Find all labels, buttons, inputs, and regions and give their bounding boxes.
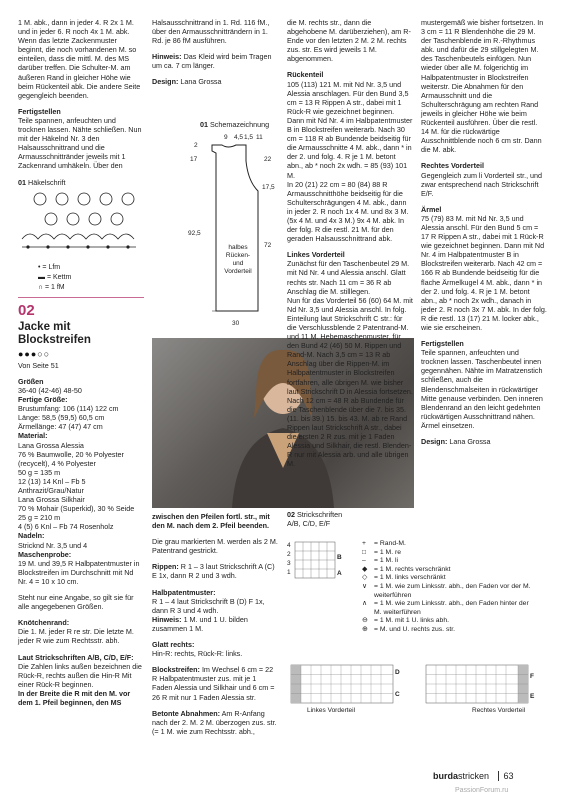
rueckenteil: 105 (113) 121 M. mit Nd Nr. 3,5 und Alessia anschlagen. Für den Bund 3,5 cm = 13 R Rippen A str., dabei mit 1 Rück-R wie gezeichnet beginnen. Dann mit Nd Nr. 4 im Halbpatentmuster B in Blockstreifen weiterarb. Nach 30 cm = 118 R ab Bundende beidseitig für die Armausschnitte 4 M. abk., dann * in der 2. und folg. 4. R je 1 M. betont abn., ab * noch 2x wdh. = 85 (93) 101 M. In 20 (21) 22 cm = 80 (84) 88 R Armausschnitthöhe beidseitig für die Schulterschrägungen 4 M. abk., dann in jeder 2. R noch 1x 4 M. und 8x 3 M. (5x 4 M. und 4x 3 M.) 9x 4 M. abk. In der folg. R die restl. 21 M. für den geraden Halsausschnittrand abk. <box>287 79 413 244</box>
sym-row: ⊕ = M. und U. rechts zus. str. <box>362 625 456 633</box>
hinweis2-heading: Hinweis: <box>152 614 182 624</box>
divider <box>18 297 144 298</box>
legend-fm: ∩ = 1 fM <box>38 283 65 291</box>
material-heading: Material: <box>18 431 48 441</box>
rueckenteil-heading: Rückenteil <box>287 70 324 80</box>
hinweis: Das Kleid wird beim Tragen um ca. 7 cm länger. <box>152 52 272 71</box>
column-3 <box>287 18 413 476</box>
watermark: PassionForum.ru <box>455 787 509 794</box>
laut-text: Die Zahlen links außen bezeichnen die Rück-R, rechts außen die Hin-R Mit einer Rück-R beginnen. <box>18 661 142 689</box>
label-f: F <box>530 673 534 680</box>
linkes-vorderteil: Zunächst für den Taschenbeutel 29 M. mit Nd Nr. 4 und Alessia anschl. Glatt rechts str. Nach 11 cm = 36 R ab Anschlag die M. stilllegen. Nun für das Vorderteil 56 (60) 64 M. mit Nd Nr. 3,5 und Alessia anschl. In folg. Einteilung laut Strickschrift C str.: für die Verschlussblende 2 Patentrand-M. und 11 M. Hebemaschenmuster, für den Bund 42 (46) 50 M. Rippen und Rand-M. Nach 3,5 cm = 13 R ab Anschlag über die Rippen-M. im Halbpatentmuster in Blockstreifen fortfahren, alle übrigen M. wie bisher laut Strickschrift D in Alessia fortsetzen. Nach 12 cm = 48 R ab Bundende für die Taschenblende über die 7. bis 35. (11. bis 39.) 15. bis 43. M. ab re Rand Rippen laut Strickschrift A str., dabei die ersten 2 R zus. mit je 1 Faden Alessia und Silkhair, die restl. Blenden-R nur mit Alessia arb. und alle übrigen M. <box>287 259 413 469</box>
design2-heading: Design: <box>421 437 448 447</box>
col2-top: Halsausschnittrand in 1. Rd. 116 fM., über den Armausschnitträndern in 1. Rd. je 86 fM ausführen. <box>152 18 270 46</box>
nadeln-heading: Nadeln: <box>18 531 45 541</box>
rippen-heading: Rippen: <box>152 562 179 572</box>
groessen-heading: Größen <box>18 376 44 386</box>
maschenprobe-heading: Maschenprobe: <box>18 549 72 559</box>
laut-heading: Laut Strickschriften A/B, C/D, E/F: <box>18 652 134 662</box>
halbpatent: R 1 – 4 laut Strickschrift B (D) F 1x, dann R 3 und 4 wdh. <box>152 596 265 615</box>
ab-row-1: 1 <box>287 569 291 576</box>
label-linkes-vorderteil: Linkes Vorderteil <box>307 707 356 714</box>
strickschriften-header <box>287 510 342 528</box>
maschenprobe: 19 M. und 39,5 R Halbpatentmuster in Blockstreifen im Durchschnitt mit Nd Nr. 4 = 10 x 10 cm. <box>18 558 140 586</box>
page-footer <box>433 771 514 781</box>
legend-kettm: ▬ = Kettm <box>38 273 72 281</box>
sym-row: ◆ = 1 M. rechts verschränkt <box>362 565 451 573</box>
sym-row: – = 1 M. li <box>362 557 398 565</box>
betont-heading: Betonte Abnahmen: <box>152 708 221 718</box>
schema-title: Schemazeichnung <box>210 120 270 129</box>
col3-top: die M. rechts str., dann die abgehobene M. darüberziehen), am R-Ende vor den letzten 2 M. 2 M. rechts zus. str. Es wird jeweils 1 M. abgenommen. <box>287 18 411 64</box>
chart-ef <box>420 663 540 714</box>
crochet-chart <box>18 189 144 259</box>
schema-label-2: 2 <box>194 142 198 149</box>
betont: Am R-Anfang nach der 2. M. 2 M. überzogen zus. str. (= 1 M. wie zum Rechtsstr. abh., <box>152 708 277 736</box>
page-number: 63 <box>498 771 514 781</box>
schema-label-22: 22 <box>264 156 272 163</box>
chart-01-num: 01 <box>18 177 26 187</box>
glatt: Hin-R: rechts, Rück-R: links. <box>152 649 243 659</box>
chart-01-title: Häkelschrift <box>28 177 66 187</box>
column-2 <box>152 18 278 94</box>
sym-row: ∨ = 1 M. wie zum Linksstr. abh., den Faden vor der M. weiterführen <box>362 582 531 599</box>
schema-label-45: 4,5 <box>234 134 244 141</box>
label-c: C <box>395 691 400 698</box>
sym-row: ◇ = 1 M. links verschränkt <box>362 574 446 582</box>
fertigstellen-heading: Fertigstellen <box>18 106 61 116</box>
chart-ab <box>287 540 347 585</box>
fertigstellen2-heading: Fertigstellen <box>421 339 464 349</box>
ab-row-4: 4 <box>287 542 291 549</box>
sym-row: + = Rand-M. <box>362 540 406 547</box>
label-e: E <box>530 693 535 700</box>
schema-label-11: 11 <box>256 134 263 141</box>
hinweis2: 1 M. und 1 U. bilden zusammen 1 M. <box>152 614 248 633</box>
b1: zwischen den Pfeilen fortl. str., mit den M. nach dem 2. Pfeil beenden. <box>152 512 270 531</box>
knoetchenrand-heading: Knötchenrand: <box>18 618 70 628</box>
chart-cd <box>287 663 407 714</box>
label-d: D <box>395 669 400 676</box>
ab-row-2: 2 <box>287 551 291 558</box>
schema-drawing <box>188 120 280 327</box>
sc-num: 02 <box>287 510 295 519</box>
ab-row-3: 3 <box>287 560 291 567</box>
label-a: A <box>337 570 342 577</box>
label-rechtes-vorderteil: Rechtes Vorderteil <box>472 707 526 714</box>
sym-row: ∧ = 1 M. wie zum Linksstr. abh., den Faden hinter der M. weiterführen <box>362 600 529 616</box>
label-b: B <box>337 554 342 561</box>
fertigstellen2: Teile spannen, anfeuchten und trocknen lassen. Taschenbeutel innen gegennähen. Nähte im Matratzenstich schließen, auch die Blendenschmalseiten in rückwärtiger Mitte genause verbinden. Den inneren Blendenrand an den leicht gedehnten rückwärtigen Ausschnittrand nähen. Ärmel einsetzen. <box>421 348 543 430</box>
aermel: 75 (79) 83 M. mit Nd Nr. 3,5 und Alessia anschl. Für den Bund 5 cm = 17 R Rippen A str., dabei mit 1 Rück-R wie gezeichnet beginnen. Dann mit Nd Nr. 4 im Halbpatentmuster B in Blockstreifen weiterarb. Nach 42 cm = 166 R ab Bundende beidseitig für die flache Ärmelkugel 4 M. abk., dann * in der 2. und folg. 4. R je 1 M. betont abn., ab * noch 2x wdh., danach in jeder 2. R noch 3x 7 M. abk. In der folg. R die restl. 13 (17) 21 M. locker abk., wie sie erscheinen. <box>421 213 547 332</box>
sc-sub: A/B, C/D, E/F <box>287 519 331 528</box>
brand-name: burda <box>433 771 459 781</box>
sym-row: ⊖ = 1 M. mit 1 U. links abh. <box>362 617 449 625</box>
schema-num: 01 <box>200 120 208 129</box>
block: Im Wechsel 6 cm = 22 R Halbpatentmuster zus. mit je 1 Faden Alessia und Silkhair und 6 cm = 26 R mit nur 1 Faden Alessia str. <box>152 665 275 702</box>
brand-suffix: stricken <box>458 771 490 781</box>
design: Lana Grossa <box>180 77 222 87</box>
pattern-number: 02 <box>18 301 35 319</box>
material: Lana Grossa Alessia 76 % Baumwolle, 20 % Polyester (recycelt), 4 % Polyester 50 g = 135 m 12 (13) 14 Knl – Fb 5 Anthrazit/Grau/Natur Lana Grossa Silkhair 70 % Mohair (Superkid), 30 % Seide 25 g = 210 m 4 (5) 6 Knl – Fb 74 Rosenholz <box>18 440 135 532</box>
knoetchenrand: Die 1. M. jeder R re str. Die letzte M. jeder R wie zum Rechtsstr. abh. <box>18 627 134 646</box>
schema-label-175: 17,5 <box>262 184 275 191</box>
schema-label-72: 72 <box>264 242 272 249</box>
column-4 <box>421 18 547 453</box>
chart-ef-grid <box>420 663 540 705</box>
fertige-groesse: Brustumfang: 106 (114) 122 cm Länge: 58,5 (59,5) 60,5 cm Ärmellänge: 47 (47) 47 cm <box>18 404 119 432</box>
fertige-groesse-heading: Fertige Größe: <box>18 395 68 405</box>
halbpatent-heading: Halbpatentmuster: <box>152 587 216 597</box>
difficulty-dots: ●●●○○ <box>18 348 51 359</box>
schema-label-9: 9 <box>224 134 228 141</box>
column-2-lower <box>152 512 278 743</box>
dot-icon: • <box>38 263 41 271</box>
design2: Lana Grossa <box>449 437 491 447</box>
schema-label-17: 17 <box>190 156 198 163</box>
schema-label-15: 1,5 <box>244 134 254 141</box>
design-heading: Design: <box>152 77 179 87</box>
sc-title: Strickschriften <box>297 510 343 519</box>
slip-stitch-icon: ▬ <box>38 273 45 281</box>
glatt-heading: Glatt rechts: <box>152 640 195 650</box>
groessen: 36-40 (42-46) 48-50 <box>18 385 82 395</box>
sym-row: □ = 1 M. re <box>362 548 402 556</box>
schema-label-925: 92,5 <box>188 230 201 237</box>
breite-text: In der Breite die R mit den M. vor dem 1. Pfeil beginnen, den MS <box>18 688 131 707</box>
b2: Die grau markierten M. werden als 2 M. Patentrand gestrickt. <box>152 537 278 556</box>
size-note: Steht nur eine Angabe, so gilt sie für alle angegebenen Größen. <box>18 593 134 612</box>
column-1 <box>18 18 144 714</box>
symbol-legend <box>362 540 532 635</box>
aermel-heading: Ärmel <box>421 204 442 214</box>
col4-top: mustergemäß wie bisher fortsetzen. In 3 cm = 11 R Blendenhöhe die 29 M. der Taschenblende im R.-Rhythmus abk. und dafür die 29 stillgelegten M. des Taschenbeutels einfügen. Nun wieder über alle M. folgerichtig im Halbpatentmuster in Blockstreifen weiterstr. Die Abnahmen für den Armausschnitt und die Schulterschrägung am rechten Rand jeweils in gleicher Höhe wie beim Rückenteil ausführen. Über die restl. 14 M. für die rückwärtige Ausschnittblende noch 6 cm str. Dann die M. abk. <box>421 18 544 155</box>
hinweis-heading: Hinweis: <box>152 52 182 62</box>
schema-inner-label: halbes Rücken- und Vorderteil <box>224 244 252 275</box>
schema-label-30: 30 <box>232 320 240 327</box>
sc-icon: ∩ <box>38 283 44 291</box>
pattern-title: Jacke mit Blockstreifen <box>18 320 91 346</box>
linkes-vorderteil-heading: Linkes Vorderteil <box>287 250 345 260</box>
rechtes-vorderteil-heading: Rechtes Vorderteil <box>421 161 484 171</box>
chart-cd-grid <box>287 663 407 705</box>
nadeln: Stricknd Nr. 3,5 und 4 <box>18 540 88 550</box>
legend-lfm: • = Lfm <box>38 263 61 271</box>
block-heading: Blockstreifen: <box>152 665 200 675</box>
intro-text: 1 M. abk., dann in jeder 4. R 2x 1 M. und in jeder 6. R noch 4x 1 M. abk. Wenn das letzte Zackenmuster beginnt, die noch vorhandenen M. so einteilen, dass die mittl. M. des MS darüber treffen. Die Schulter-M. am äußeren Rand in gleicher Höhe wie beim Rückenteil abk. Die andere Seite gegengleich beenden. <box>18 18 141 100</box>
fertigstellen-text: Teile spannen, anfeuchten und trocknen lassen. Nähte schließen. Nun mit der Häkelnd Nr. 3 den Halsausschnittrand und die Armausschnittränder jeweils mit 1 Zackenrand umhäkeln. Über den <box>18 115 142 171</box>
rechtes-vorderteil: Gegengleich zum li Vorderteil str., und zwar entsprechend nach Strickschrift E/F. <box>421 170 543 198</box>
rippen: R 1 – 3 laut Strickschrift A (C) E 1x, dann R 2 und 3 wdh. <box>152 562 275 581</box>
page-ref: Von Seite 51 <box>18 360 59 370</box>
